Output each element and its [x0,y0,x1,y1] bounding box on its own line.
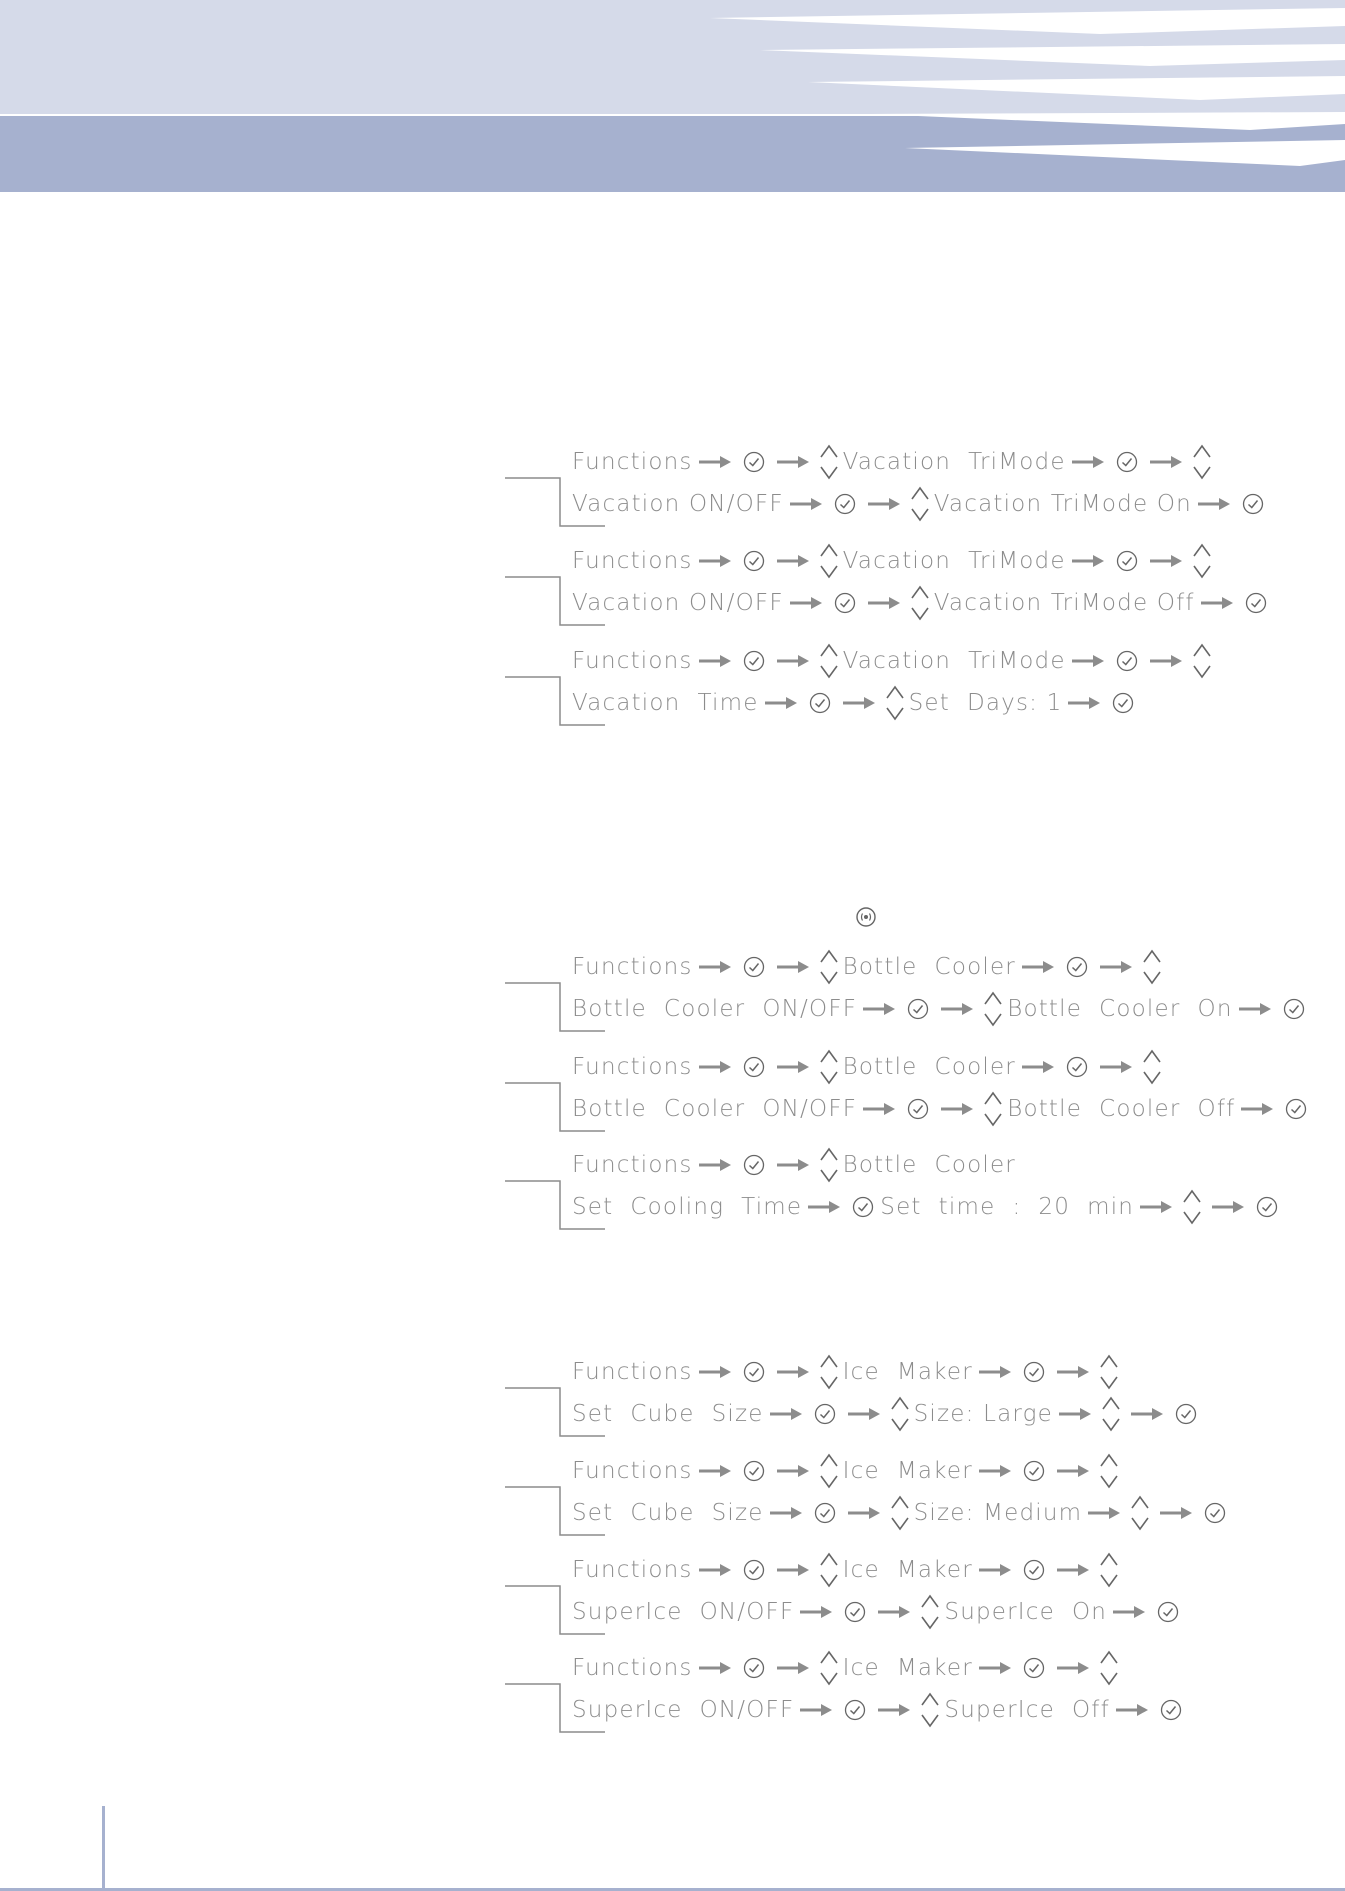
arrow-right-icon [1149,454,1183,470]
step-label: Set Cooling Time [572,1194,803,1220]
up-down-arrows-icon [819,1450,839,1492]
arrow-right-icon [862,1001,896,1017]
check-circle-icon [809,692,831,714]
arrow-right-icon [867,496,901,512]
sequence-line [572,489,1270,519]
sequence-bracket [505,1451,605,1541]
arrow-right-icon [1056,1562,1090,1578]
sequence-line [572,447,1216,477]
arrow-right-icon [789,595,823,611]
check-circle-icon [1116,550,1138,572]
sequence-line [572,1695,1188,1725]
check-circle-icon [844,1601,866,1623]
arrow-right-icon [1067,695,1101,711]
sequence-line [572,646,1216,676]
sequence-line [572,994,1311,1024]
check-circle-icon [834,493,856,515]
check-circle-icon [1116,650,1138,672]
arrow-right-icon [776,1463,810,1479]
up-down-arrows-icon [890,1492,910,1534]
up-down-arrows-icon [819,1647,839,1689]
step-label: Vacation Time [572,690,759,716]
check-circle-icon [1204,1502,1226,1524]
step-label: Functions [572,1557,693,1583]
arrow-right-icon [1139,1199,1173,1215]
step-label: SuperIce On [944,1599,1108,1625]
arrow-right-icon [1240,1101,1274,1117]
arrow-right-icon [1211,1199,1245,1215]
up-down-arrows-icon [819,1351,839,1393]
step-label: Ice Maker [842,1458,973,1484]
up-down-arrows-icon [819,640,839,682]
up-down-arrows-icon [910,582,930,624]
arrow-right-icon [1087,1505,1121,1521]
check-circle-icon [743,1056,765,1078]
arrow-right-icon [764,695,798,711]
step-label: Functions [572,548,693,574]
arrow-right-icon [776,1562,810,1578]
arrow-right-icon [978,1463,1012,1479]
sequence-line [572,1150,1016,1180]
step-label: Functions [572,1152,693,1178]
step-label: Bottle Cooler [842,1054,1016,1080]
arrow-right-icon [1149,553,1183,569]
check-circle-icon [743,1460,765,1482]
up-down-arrows-icon [1142,946,1162,988]
up-down-arrows-icon [819,441,839,483]
arrow-right-icon [698,1157,732,1173]
arrow-right-icon [1112,1604,1146,1620]
sequence-line [572,1052,1166,1082]
arrow-right-icon [698,1562,732,1578]
sequence-line [572,1094,1313,1124]
arrow-right-icon [776,1364,810,1380]
step-label: Vacation TriMode On [933,491,1192,517]
step-label: Set Days: 1 [908,690,1063,716]
arrow-right-icon [1099,959,1133,975]
arrow-right-icon [1200,595,1234,611]
step-label: SuperIce Off [944,1697,1110,1723]
step-label: Vacation TriMode Off [933,590,1195,616]
step-label: Set Cube Size [572,1500,764,1526]
arrow-right-icon [799,1604,833,1620]
step-label: Set time : 20 min [880,1194,1135,1220]
arrow-right-icon [842,695,876,711]
check-circle-icon [1245,592,1267,614]
up-down-arrows-icon [1130,1492,1150,1534]
check-circle-icon [907,1098,929,1120]
arrow-right-icon [776,454,810,470]
sequence-line [572,1399,1203,1429]
check-circle-icon [1023,1559,1045,1581]
up-down-arrows-icon [983,988,1003,1030]
step-label: Set Cube Size [572,1401,764,1427]
arrow-right-icon [1159,1505,1193,1521]
arrow-right-icon [799,1702,833,1718]
check-circle-icon [1160,1699,1182,1721]
step-label: Size: Medium [913,1500,1083,1526]
check-circle-icon [743,550,765,572]
up-down-arrows-icon [819,540,839,582]
sequence-line [572,1357,1123,1387]
arrow-right-icon [776,1660,810,1676]
arrow-right-icon [1071,454,1105,470]
sequence-line [572,1597,1185,1627]
up-down-arrows-icon [819,1046,839,1088]
step-label: Vacation ON/OFF [572,590,784,616]
check-circle-icon [1023,1657,1045,1679]
sequence-line [572,546,1216,576]
sequence-line [572,1498,1232,1528]
arrow-right-icon [698,653,732,669]
step-label: Bottle Cooler On [1007,996,1233,1022]
arrow-right-icon [807,1199,841,1215]
step-label: Ice Maker [842,1359,973,1385]
sequence-line [572,588,1273,618]
arrow-right-icon [978,1364,1012,1380]
check-circle-icon [1066,956,1088,978]
arrow-right-icon [1099,1059,1133,1075]
up-down-arrows-icon [819,946,839,988]
sequence-bracket [505,1047,605,1137]
arrow-right-icon [847,1505,881,1521]
arrow-right-icon [940,1101,974,1117]
up-down-arrows-icon [1192,540,1212,582]
up-down-arrows-icon [1099,1647,1119,1689]
arrow-right-icon [1056,1660,1090,1676]
step-label: Bottle Cooler [842,954,1016,980]
check-circle-icon [743,1361,765,1383]
arrow-right-icon [698,959,732,975]
up-down-arrows-icon [1099,1351,1119,1393]
arrow-right-icon [1058,1406,1092,1422]
arrow-right-icon [776,553,810,569]
arrow-right-icon [1149,653,1183,669]
sequence-bracket [505,1352,605,1442]
arrow-right-icon [698,454,732,470]
arrow-right-icon [978,1562,1012,1578]
step-label: Functions [572,1655,693,1681]
sequence-bracket [505,541,605,631]
up-down-arrows-icon [819,1144,839,1186]
check-circle-icon [1242,493,1264,515]
up-down-arrows-icon [920,1591,940,1633]
check-circle-icon [743,451,765,473]
up-down-arrows-icon [1182,1186,1202,1228]
header-banner [0,0,1345,192]
step-label: Bottle Cooler ON/OFF [572,1096,858,1122]
step-label: SuperIce ON/OFF [572,1599,795,1625]
up-down-arrows-icon [983,1088,1003,1130]
step-label: Functions [572,648,693,674]
step-label: Ice Maker [842,1655,973,1681]
check-circle-icon [907,998,929,1020]
arrow-right-icon [776,1157,810,1173]
arrow-right-icon [1197,496,1231,512]
check-circle-icon [1112,692,1134,714]
arrow-right-icon [698,1463,732,1479]
step-label: Size: Large [913,1401,1054,1427]
up-down-arrows-icon [885,682,905,724]
check-circle-icon [1175,1403,1197,1425]
arrow-right-icon [1021,1059,1055,1075]
arrow-right-icon [1115,1702,1149,1718]
sequence-line [572,952,1166,982]
sequence-bracket [505,1648,605,1738]
sequence-bracket [505,641,605,731]
sequence-bracket [505,947,605,1037]
check-circle-icon [1023,1460,1045,1482]
signal-icon [855,906,877,928]
page-margin-rule [102,1806,105,1891]
arrow-right-icon [877,1702,911,1718]
up-down-arrows-icon [910,483,930,525]
check-circle-icon [743,1657,765,1679]
check-circle-icon [743,1154,765,1176]
check-circle-icon [834,592,856,614]
arrow-right-icon [769,1505,803,1521]
up-down-arrows-icon [819,1549,839,1591]
up-down-arrows-icon [920,1689,940,1731]
arrow-right-icon [769,1406,803,1422]
arrow-right-icon [789,496,823,512]
arrow-right-icon [698,1660,732,1676]
arrow-right-icon [698,1364,732,1380]
arrow-right-icon [1021,959,1055,975]
check-circle-icon [1116,451,1138,473]
up-down-arrows-icon [890,1393,910,1435]
arrow-right-icon [862,1101,896,1117]
arrow-right-icon [978,1660,1012,1676]
up-down-arrows-icon [1099,1450,1119,1492]
arrow-right-icon [1071,553,1105,569]
check-circle-icon [743,1559,765,1581]
sequence-line [572,1456,1123,1486]
step-label: Vacation TriMode [842,449,1066,475]
step-label: SuperIce ON/OFF [572,1697,795,1723]
check-circle-icon [844,1699,866,1721]
step-label: Ice Maker [842,1557,973,1583]
sequence-line [572,1653,1123,1683]
check-circle-icon [1157,1601,1179,1623]
sequence-line [572,688,1140,718]
arrow-right-icon [867,595,901,611]
sequence-bracket [505,1145,605,1235]
arrow-right-icon [776,1059,810,1075]
check-circle-icon [1066,1056,1088,1078]
step-label: Functions [572,1458,693,1484]
arrow-right-icon [1056,1364,1090,1380]
check-circle-icon [1285,1098,1307,1120]
up-down-arrows-icon [1192,640,1212,682]
check-circle-icon [1283,998,1305,1020]
sequence-bracket [505,442,605,532]
step-label: Bottle Cooler [842,1152,1016,1178]
up-down-arrows-icon [1101,1393,1121,1435]
arrow-right-icon [776,959,810,975]
sequence-bracket [505,1550,605,1640]
arrow-right-icon [940,1001,974,1017]
step-label: Vacation TriMode [842,648,1066,674]
arrow-right-icon [1238,1001,1272,1017]
step-label: Functions [572,1054,693,1080]
arrow-right-icon [776,653,810,669]
arrow-right-icon [698,1059,732,1075]
check-circle-icon [743,956,765,978]
arrow-right-icon [1056,1463,1090,1479]
check-circle-icon [814,1502,836,1524]
step-label: Vacation ON/OFF [572,491,784,517]
step-label: Bottle Cooler Off [1007,1096,1236,1122]
arrow-right-icon [877,1604,911,1620]
check-circle-icon [814,1403,836,1425]
up-down-arrows-icon [1192,441,1212,483]
arrow-right-icon [1071,653,1105,669]
step-label: Functions [572,449,693,475]
arrow-right-icon [698,553,732,569]
arrow-right-icon [1130,1406,1164,1422]
step-label: Vacation TriMode [842,548,1066,574]
check-circle-icon [743,650,765,672]
up-down-arrows-icon [1099,1549,1119,1591]
check-circle-icon [1023,1361,1045,1383]
check-circle-icon [1256,1196,1278,1218]
step-label: Functions [572,1359,693,1385]
sequence-line [572,1192,1284,1222]
step-label: Functions [572,954,693,980]
sequence-line [572,1555,1123,1585]
arrow-right-icon [847,1406,881,1422]
step-label: Bottle Cooler ON/OFF [572,996,858,1022]
check-circle-icon [852,1196,874,1218]
up-down-arrows-icon [1142,1046,1162,1088]
